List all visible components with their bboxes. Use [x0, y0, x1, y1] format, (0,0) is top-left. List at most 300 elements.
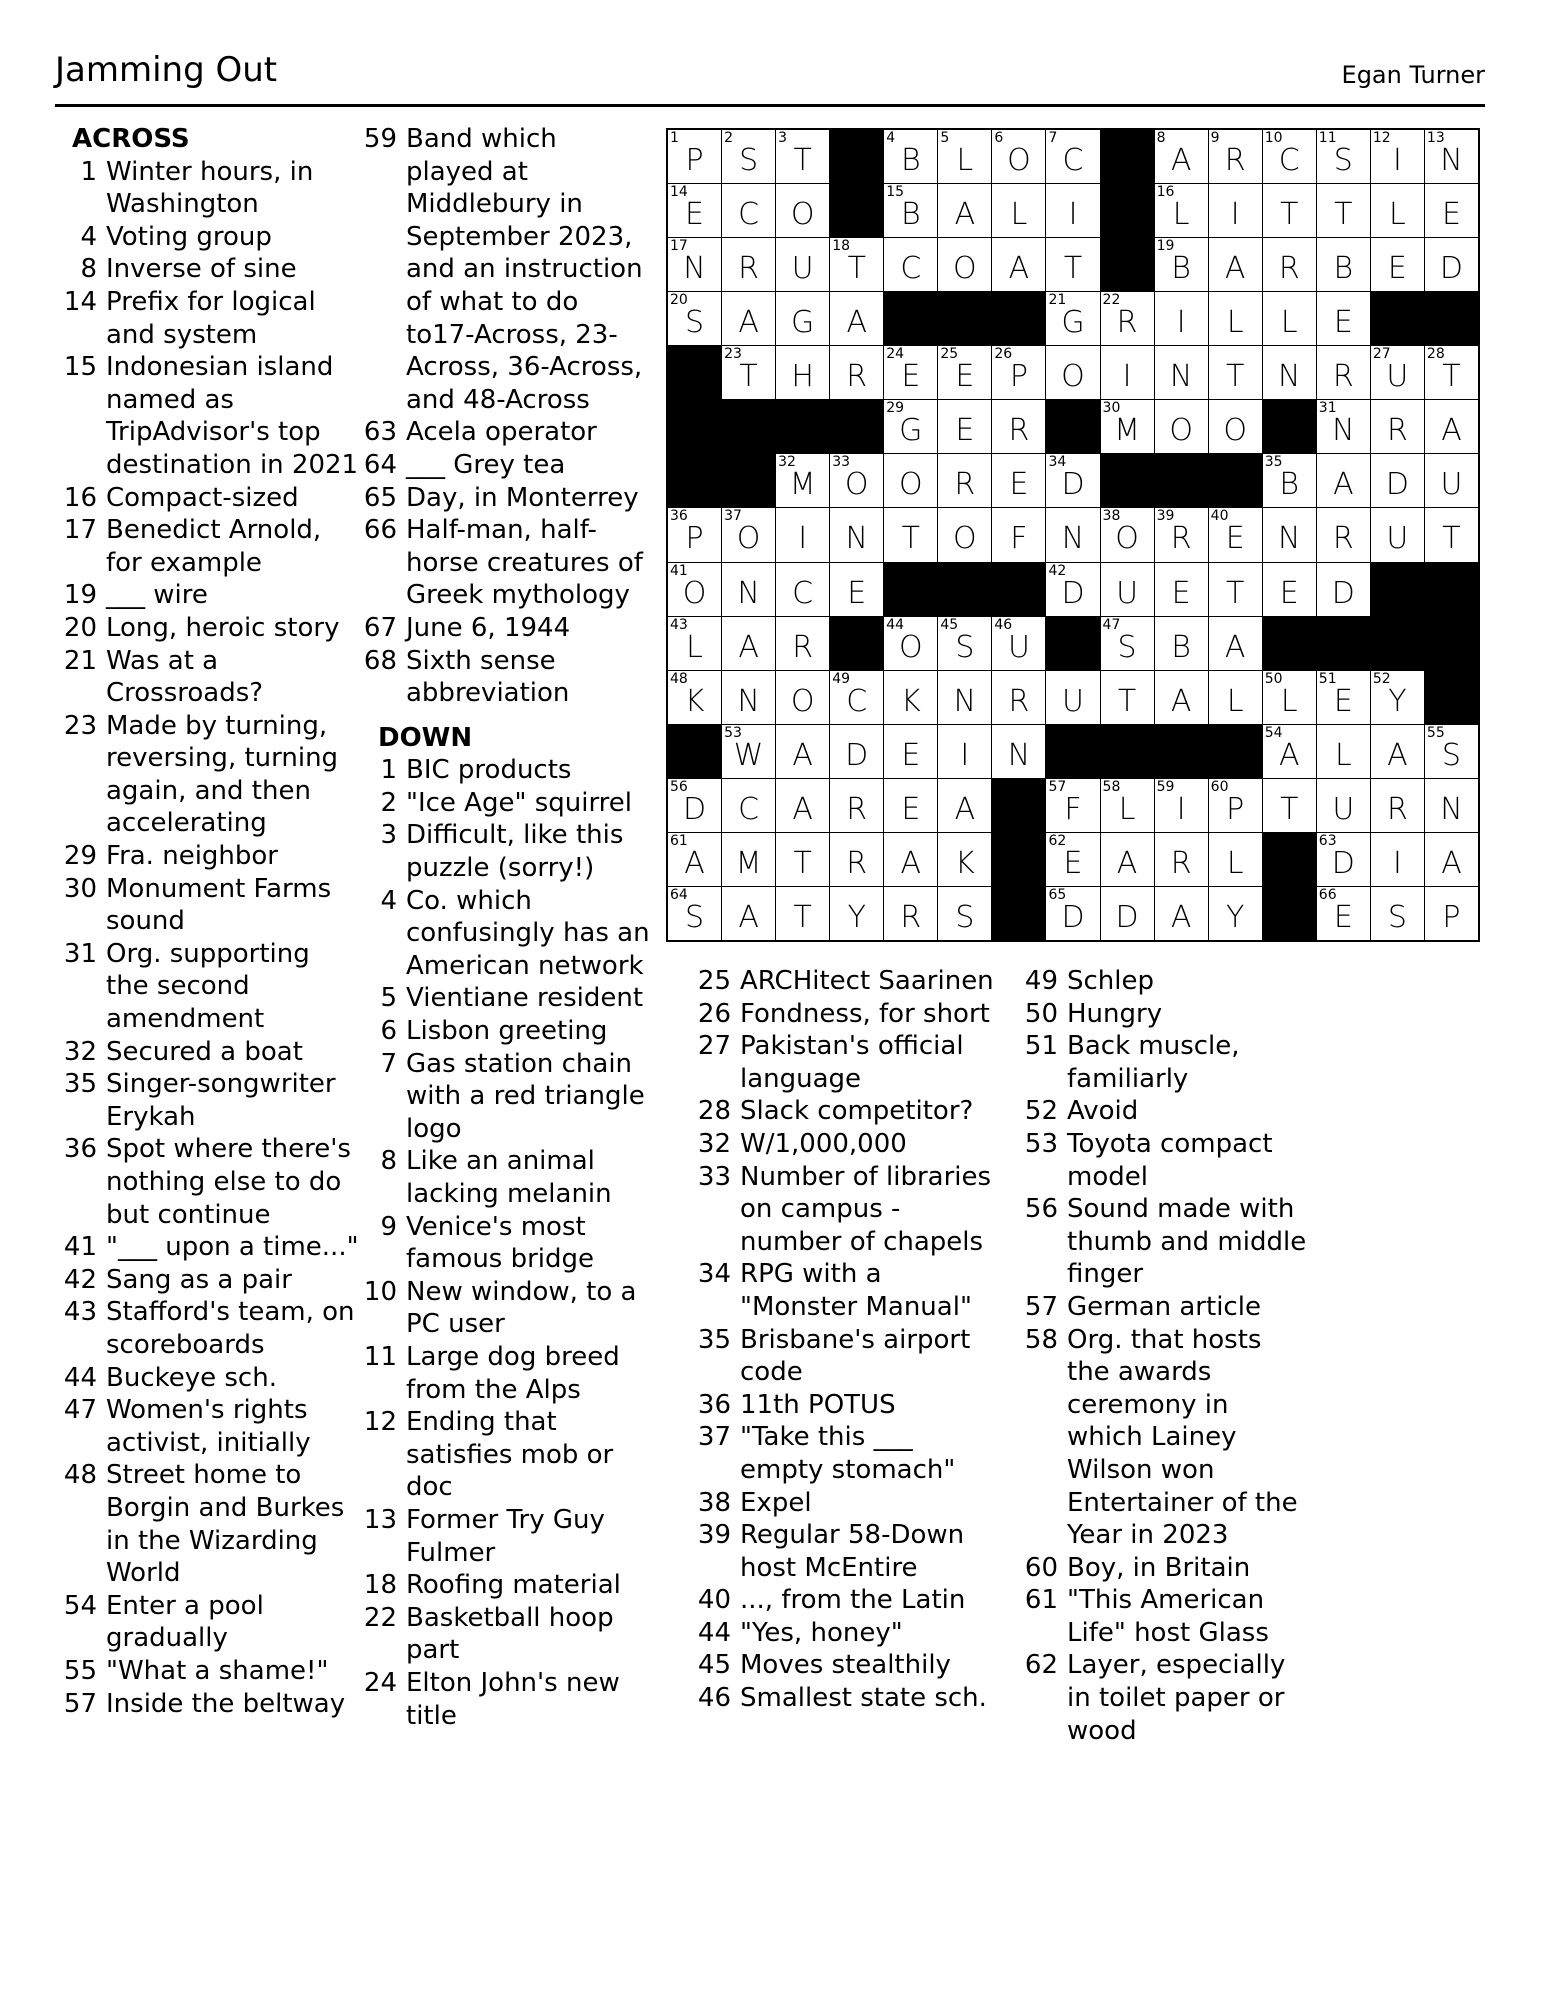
grid-cell[interactable]	[938, 508, 991, 561]
clue-number: 58	[1024, 1324, 1058, 1355]
across-clue	[60, 221, 360, 254]
grid-cell[interactable]	[830, 508, 883, 561]
cell-number: 35	[1264, 454, 1283, 471]
grid-cell[interactable]	[830, 238, 883, 291]
cell-letter: A	[1008, 251, 1030, 287]
cell-number: 10	[1264, 130, 1283, 146]
grid-cell[interactable]	[938, 400, 991, 453]
grid-cell[interactable]	[776, 671, 829, 724]
grid-cell[interactable]	[938, 130, 991, 183]
cell-number: 11	[1318, 130, 1337, 146]
grid-cell[interactable]	[722, 130, 775, 183]
clue-text: Buckeye sch.	[106, 1362, 277, 1393]
cell-number: 41	[670, 562, 688, 579]
clue-number: 60	[1024, 1552, 1058, 1583]
grid-cell[interactable]	[1317, 671, 1370, 724]
grid-cell[interactable]	[1425, 779, 1478, 832]
clue-number: 63	[363, 417, 397, 448]
grid-cell[interactable]	[722, 725, 775, 778]
grid-cell[interactable]	[1317, 400, 1370, 453]
cell-letter: O	[953, 521, 977, 557]
block-cell	[830, 400, 883, 453]
grid-cell[interactable]	[992, 725, 1045, 778]
grid-cell[interactable]	[1209, 130, 1262, 183]
grid-cell[interactable]	[938, 671, 991, 724]
grid-cell[interactable]	[668, 292, 721, 345]
block-cell	[668, 725, 721, 778]
clue-number: 32	[697, 1128, 731, 1159]
grid-cell[interactable]	[668, 563, 721, 616]
cell-letter: N	[1332, 413, 1355, 449]
grid-cell[interactable]	[776, 833, 829, 886]
block-cell	[1155, 725, 1208, 778]
clue-text: "___ upon a time..."	[106, 1232, 359, 1263]
grid-cell[interactable]	[776, 779, 829, 832]
grid-cell[interactable]	[1209, 617, 1262, 670]
grid-cell[interactable]	[1425, 238, 1478, 291]
grid-cell[interactable]	[1317, 725, 1370, 778]
cell-letter: I	[798, 521, 808, 557]
grid-cell[interactable]	[1209, 346, 1262, 399]
grid-cell[interactable]	[1209, 887, 1262, 940]
down-clue	[360, 1145, 650, 1210]
cell-letter: B	[900, 197, 921, 233]
grid-cell[interactable]	[722, 184, 775, 237]
cell-letter: C	[846, 683, 868, 719]
grid-cell[interactable]	[1317, 563, 1370, 616]
clue-number: 17	[63, 515, 97, 546]
grid-cell[interactable]	[1155, 779, 1208, 832]
across-clue	[60, 873, 360, 938]
grid-cell[interactable]	[830, 779, 883, 832]
clue-number: 1	[380, 755, 397, 786]
grid-cell[interactable]	[1263, 725, 1316, 778]
grid-cell[interactable]	[722, 292, 775, 345]
grid-cell[interactable]	[1155, 400, 1208, 453]
grid-cell[interactable]	[1209, 184, 1262, 237]
grid-cell[interactable]	[1209, 671, 1262, 724]
grid-cell[interactable]	[884, 617, 937, 670]
grid-cell[interactable]	[1101, 346, 1154, 399]
grid-cell[interactable]	[884, 887, 937, 940]
grid-cell[interactable]	[722, 346, 775, 399]
grid-cell[interactable]	[668, 779, 721, 832]
grid-cell[interactable]	[992, 671, 1045, 724]
across-clue	[360, 612, 650, 645]
grid-cell[interactable]	[668, 887, 721, 940]
grid-cell[interactable]	[1317, 292, 1370, 345]
cell-letter: N	[845, 521, 868, 557]
grid-cell[interactable]	[776, 130, 829, 183]
cell-letter: I	[1392, 143, 1402, 178]
grid-cell[interactable]	[668, 833, 721, 886]
grid-cell[interactable]	[992, 238, 1045, 291]
grid-cell[interactable]	[776, 508, 829, 561]
cell-letter: M	[789, 467, 816, 503]
grid-cell[interactable]	[1155, 292, 1208, 345]
grid-cell[interactable]	[776, 563, 829, 616]
clue-number: 16	[63, 482, 97, 513]
grid-cell[interactable]	[1371, 671, 1424, 724]
grid-cell[interactable]	[1046, 563, 1099, 616]
grid-cell[interactable]	[668, 238, 721, 291]
clue-text: Fondness, for short	[740, 998, 990, 1029]
clue-number: 62	[1024, 1650, 1058, 1681]
grid-cell[interactable]	[776, 238, 829, 291]
cell-letter: A	[1170, 899, 1192, 935]
grid-cell[interactable]	[722, 671, 775, 724]
clue-text: Slack competitor?	[740, 1096, 974, 1127]
grid-cell[interactable]	[1101, 400, 1154, 453]
grid-cell[interactable]	[1425, 184, 1478, 237]
clue-number: 20	[63, 612, 97, 643]
grid-cell[interactable]	[830, 833, 883, 886]
grid-cell[interactable]	[1046, 779, 1099, 832]
grid-cell[interactable]	[1046, 130, 1099, 183]
clue-text: Long, heroic story	[106, 612, 340, 643]
clue-text: Street home to Borgin and Burkes in the Wizarding World	[106, 1460, 345, 1589]
grid-cell[interactable]	[776, 454, 829, 507]
grid-cell[interactable]	[1371, 454, 1424, 507]
grid-cell[interactable]	[1425, 833, 1478, 886]
grid-cell[interactable]	[1317, 887, 1370, 940]
down-clue	[685, 1258, 995, 1323]
grid-cell[interactable]	[1317, 508, 1370, 561]
grid-cell[interactable]	[1101, 779, 1154, 832]
grid-cell[interactable]	[884, 508, 937, 561]
clue-text: "This American Life" host Glass	[1067, 1585, 1269, 1648]
block-cell	[722, 400, 775, 453]
clue-text: Benedict Arnold, for example	[106, 515, 322, 578]
grid-cell[interactable]	[776, 346, 829, 399]
grid-cell[interactable]	[776, 184, 829, 237]
cell-letter: C	[738, 791, 760, 827]
grid-cell[interactable]	[722, 833, 775, 886]
cell-letter: T	[1280, 791, 1299, 827]
grid-cell[interactable]	[884, 346, 937, 399]
grid-cell[interactable]	[884, 400, 937, 453]
clue-text: Band which played at Middlebury in September 2023, and an instruction of what to do to17-Across, 23-Across, 36-Across, and 48-Across	[406, 124, 643, 415]
clue-text: Inside the beltway	[106, 1688, 346, 1719]
cell-number: 50	[1264, 670, 1283, 687]
grid-cell[interactable]	[1101, 563, 1154, 616]
grid-cell[interactable]	[1155, 238, 1208, 291]
cell-letter: O	[1061, 359, 1085, 395]
grid-cell[interactable]	[1371, 400, 1424, 453]
down-clue	[685, 1617, 995, 1650]
grid-cell[interactable]	[1209, 238, 1262, 291]
cell-letter: D	[1115, 899, 1139, 935]
grid-cell[interactable]	[1371, 725, 1424, 778]
grid-cell[interactable]	[1263, 779, 1316, 832]
grid-cell[interactable]	[1263, 346, 1316, 399]
clue-text: June 6, 1944	[406, 612, 571, 643]
clue-number: 30	[63, 873, 97, 904]
grid-cell[interactable]	[1263, 454, 1316, 507]
grid-cell[interactable]	[830, 887, 883, 940]
down-clue	[685, 1389, 995, 1422]
cell-number: 44	[886, 616, 905, 633]
clue-text: Inverse of sine	[106, 254, 297, 285]
grid-cell[interactable]	[938, 887, 991, 940]
grid-cell[interactable]	[1371, 130, 1424, 183]
grid-cell[interactable]	[884, 184, 937, 237]
cell-letter: O	[736, 521, 761, 557]
grid-cell[interactable]	[1425, 346, 1478, 399]
grid-cell[interactable]	[1046, 508, 1099, 561]
grid-cell[interactable]	[830, 292, 883, 345]
cell-letter: O	[1115, 521, 1139, 557]
cell-letter: L	[1226, 845, 1244, 881]
grid-cell[interactable]	[1371, 887, 1424, 940]
grid-cell[interactable]	[1209, 779, 1262, 832]
grid-cell[interactable]	[830, 563, 883, 616]
grid-cell[interactable]	[668, 130, 721, 183]
down-clue	[685, 1161, 995, 1259]
grid-cell[interactable]	[1046, 238, 1099, 291]
clue-text: Hungry	[1067, 998, 1163, 1029]
grid-cell[interactable]	[776, 617, 829, 670]
grid-cell[interactable]	[992, 130, 1045, 183]
grid-cell[interactable]	[1155, 346, 1208, 399]
grid-cell[interactable]	[992, 617, 1045, 670]
grid-cell[interactable]	[1425, 130, 1478, 183]
grid-cell[interactable]	[1155, 671, 1208, 724]
cell-letter: D	[1439, 251, 1463, 287]
grid-cell[interactable]	[1263, 130, 1316, 183]
grid-cell[interactable]	[776, 292, 829, 345]
grid-cell[interactable]	[938, 184, 991, 237]
cell-letter: I	[1176, 305, 1186, 341]
grid-cell[interactable]	[668, 184, 721, 237]
grid-cell[interactable]	[1263, 292, 1316, 345]
grid-cell[interactable]	[884, 779, 937, 832]
cell-letter: O	[1007, 143, 1031, 178]
grid-cell[interactable]	[1155, 617, 1208, 670]
grid-cell[interactable]	[1155, 184, 1208, 237]
grid-cell[interactable]	[884, 833, 937, 886]
clue-column-4	[1012, 965, 1312, 1747]
cell-number: 39	[1156, 508, 1175, 525]
across-clue	[60, 612, 360, 645]
block-cell	[1155, 454, 1208, 507]
grid-cell[interactable]	[722, 508, 775, 561]
cell-letter: E	[955, 359, 975, 395]
grid-cell[interactable]	[1046, 671, 1099, 724]
grid-cell[interactable]	[938, 346, 991, 399]
clue-text: Indonesian island named as TripAdvisor's top destination in 2021	[106, 352, 359, 480]
clue-column-2	[360, 123, 650, 1732]
across-clue	[360, 416, 650, 449]
grid-cell[interactable]	[1101, 671, 1154, 724]
grid-cell[interactable]	[830, 725, 883, 778]
grid-cell[interactable]	[1371, 238, 1424, 291]
cell-letter: I	[1392, 845, 1402, 881]
clue-text: Roofing material	[406, 1570, 621, 1601]
cell-letter: I	[1176, 791, 1186, 827]
across-clue	[60, 351, 360, 481]
grid-cell[interactable]	[1371, 833, 1424, 886]
cell-letter: N	[1440, 143, 1463, 178]
grid-cell[interactable]	[1425, 400, 1478, 453]
down-clue	[360, 787, 650, 820]
cell-number: 24	[886, 346, 905, 363]
cell-number: 51	[1318, 670, 1337, 687]
grid-cell[interactable]	[1371, 184, 1424, 237]
cell-letter: U	[1386, 359, 1409, 395]
clue-number: 49	[1024, 966, 1058, 996]
grid-cell[interactable]	[1263, 184, 1316, 237]
grid-cell[interactable]	[1046, 833, 1099, 886]
grid-cell[interactable]	[1317, 130, 1370, 183]
grid-cell[interactable]	[1046, 346, 1099, 399]
grid-cell[interactable]	[1155, 563, 1208, 616]
cell-letter: E	[1441, 197, 1461, 233]
grid-cell[interactable]	[938, 617, 991, 670]
cell-letter: C	[738, 197, 760, 233]
grid-cell[interactable]	[884, 130, 937, 183]
cell-number: 1	[670, 130, 679, 146]
grid-cell[interactable]	[830, 346, 883, 399]
block-cell	[722, 454, 775, 507]
clue-number: 65	[363, 482, 397, 513]
grid-cell[interactable]	[1317, 184, 1370, 237]
block-cell	[1371, 292, 1424, 345]
grid-cell[interactable]	[1209, 508, 1262, 561]
grid-cell[interactable]	[1263, 671, 1316, 724]
grid-cell[interactable]	[1155, 130, 1208, 183]
grid-cell[interactable]	[1155, 508, 1208, 561]
grid-cell[interactable]	[1317, 238, 1370, 291]
block-cell	[1263, 400, 1316, 453]
grid-cell[interactable]	[884, 238, 937, 291]
grid-cell[interactable]	[776, 887, 829, 940]
grid-cell[interactable]	[722, 779, 775, 832]
clue-number: 21	[63, 645, 97, 676]
cell-letter: B	[1171, 251, 1191, 287]
cell-letter: E	[1333, 305, 1353, 341]
across-clue	[60, 482, 360, 515]
grid-cell[interactable]	[1263, 563, 1316, 616]
cell-number: 2	[724, 130, 733, 146]
grid-cell[interactable]	[938, 779, 991, 832]
grid-cell[interactable]	[1209, 400, 1262, 453]
across-clue	[60, 514, 360, 579]
grid-cell[interactable]	[1101, 617, 1154, 670]
grid-cell[interactable]	[884, 725, 937, 778]
grid-cell[interactable]	[1101, 292, 1154, 345]
across-clue	[60, 1068, 360, 1133]
grid-cell[interactable]	[1425, 887, 1478, 940]
grid-cell[interactable]	[1371, 508, 1424, 561]
grid-cell[interactable]	[1425, 454, 1478, 507]
grid-cell[interactable]	[938, 238, 991, 291]
grid-cell[interactable]	[1046, 292, 1099, 345]
clue-number: 35	[63, 1069, 97, 1100]
grid-cell[interactable]	[938, 833, 991, 886]
cell-letter: P	[685, 143, 704, 178]
block-cell	[938, 563, 991, 616]
grid-cell[interactable]	[776, 725, 829, 778]
cell-letter: E	[901, 737, 921, 773]
grid-cell[interactable]	[884, 671, 937, 724]
cell-letter: D	[1331, 845, 1355, 881]
grid-cell[interactable]	[1317, 833, 1370, 886]
clue-number: 66	[363, 515, 397, 546]
grid-cell[interactable]	[992, 400, 1045, 453]
grid-cell[interactable]	[884, 454, 937, 507]
clue-text: Voting group	[106, 221, 272, 252]
down-clue	[685, 998, 995, 1031]
clue-number: 67	[363, 612, 397, 643]
grid-cell[interactable]	[938, 454, 991, 507]
grid-cell[interactable]	[1317, 779, 1370, 832]
cell-letter: Y	[1388, 683, 1407, 719]
grid-cell[interactable]	[722, 887, 775, 940]
grid-cell[interactable]	[668, 617, 721, 670]
clue-number: 37	[697, 1422, 731, 1453]
grid-cell[interactable]	[722, 563, 775, 616]
grid-cell[interactable]	[1317, 454, 1370, 507]
cell-letter: S	[955, 899, 975, 935]
grid-cell[interactable]	[1046, 454, 1099, 507]
grid-cell[interactable]	[1317, 346, 1370, 399]
grid-cell[interactable]	[722, 238, 775, 291]
grid-cell[interactable]	[1101, 508, 1154, 561]
cell-number: 5	[940, 130, 950, 146]
grid-cell[interactable]	[668, 508, 721, 561]
across-clue	[60, 1655, 360, 1688]
grid-cell[interactable]	[1046, 887, 1099, 940]
cell-letter: A	[1170, 143, 1192, 178]
grid-cell[interactable]	[668, 671, 721, 724]
clue-text: W/1,000,000	[740, 1128, 907, 1159]
grid-cell[interactable]	[1263, 238, 1316, 291]
cell-number: 52	[1372, 670, 1391, 687]
grid-cell[interactable]	[992, 184, 1045, 237]
grid-cell[interactable]	[1425, 725, 1478, 778]
grid-cell[interactable]	[1046, 184, 1099, 237]
down-clue	[360, 1504, 650, 1569]
grid-cell[interactable]	[1371, 346, 1424, 399]
grid-cell[interactable]	[1155, 833, 1208, 886]
grid-cell[interactable]	[830, 671, 883, 724]
grid-cell[interactable]	[1209, 563, 1262, 616]
clue-number: 44	[63, 1362, 97, 1393]
grid-cell[interactable]	[992, 454, 1045, 507]
grid-cell[interactable]	[830, 454, 883, 507]
grid-cell[interactable]	[992, 346, 1045, 399]
grid-cell[interactable]	[1155, 887, 1208, 940]
cell-letter: E	[685, 197, 705, 233]
cell-letter: O	[682, 575, 707, 611]
cell-letter: N	[1061, 521, 1085, 557]
grid-cell[interactable]	[1371, 779, 1424, 832]
across-clue	[360, 514, 650, 612]
grid-cell[interactable]	[938, 725, 991, 778]
grid-cell[interactable]	[1263, 508, 1316, 561]
grid-cell[interactable]	[722, 617, 775, 670]
grid-cell[interactable]	[1209, 292, 1262, 345]
crossword-grid[interactable]	[666, 128, 1480, 942]
grid-cell[interactable]	[1101, 887, 1154, 940]
grid-cell[interactable]	[992, 508, 1045, 561]
clue-text: Lisbon greeting	[406, 1016, 608, 1047]
grid-cell[interactable]	[1101, 833, 1154, 886]
clue-text: Elton John's new title	[406, 1667, 620, 1731]
grid-cell[interactable]	[1425, 508, 1478, 561]
grid-cell[interactable]	[1209, 833, 1262, 886]
